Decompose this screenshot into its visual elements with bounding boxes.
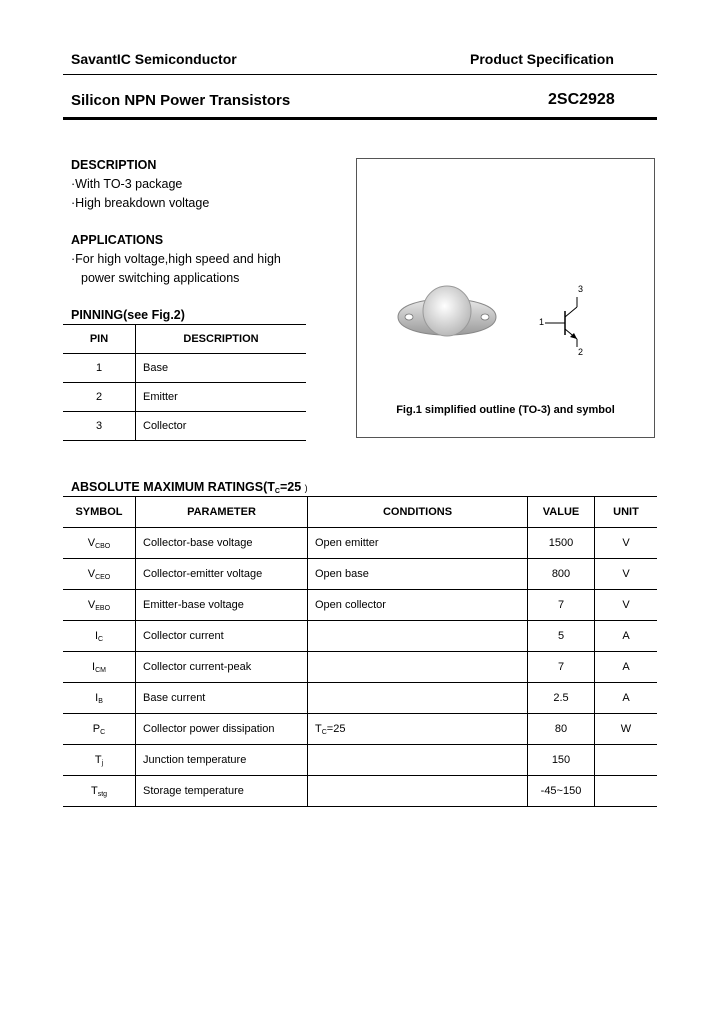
symbol-label-emitter: 2 [578,347,584,357]
pinning-table [63,324,306,441]
symbol-cell [63,683,136,714]
ratings-title-end: ) [304,483,308,493]
header-divider [63,74,657,75]
unit-cell: A [595,683,658,714]
title-divider [63,117,657,120]
parameter-cell: Collector current-peak [136,652,308,683]
symbol-label-base: 1 [539,317,545,327]
unit-cell: V [595,528,658,559]
conditions-cell [308,590,528,621]
parameter-cell: Emitter-base voltage [136,590,308,621]
figure-box [356,158,655,438]
symbol-subscript: EBO [95,604,111,612]
symbol-letter: P [92,722,101,735]
value-cell: 80 [528,714,595,745]
symbol-cell [63,559,136,590]
company-name: SavantIC Semiconductor [71,51,237,67]
symbol-cell [63,745,136,776]
unit-cell [595,776,658,807]
doc-type: Product Specification [470,51,614,67]
parameter-cell: Collector-emitter voltage [136,559,308,590]
parameter-cell: Collector current [136,621,308,652]
table-row [63,683,657,714]
value-header: VALUE [528,497,595,528]
unit-cell: V [595,590,658,621]
value-cell: 2.5 [528,683,595,714]
conditions-cell [308,621,528,652]
symbol-label-collector: 3 [578,284,584,294]
parameter-cell: Junction temperature [136,745,308,776]
applications-title: APPLICATIONS [71,233,164,247]
symbol-letter: V [87,598,96,611]
symbol-letter: I [92,660,96,673]
conditions-cell [308,652,528,683]
conditions-cell [308,776,528,807]
value-cell: 800 [528,559,595,590]
pin-number: 1 [95,362,103,374]
symbol-subscript: j [101,759,104,767]
applications-line: power switching applications [81,271,240,285]
parameter-cell: Storage temperature [136,776,308,807]
table-row [63,412,306,441]
pin-description-header: DESCRIPTION [136,325,307,354]
condition-text: Open base [315,567,369,580]
table-row [63,325,306,354]
pin-description: Emitter [136,383,307,412]
conditions-cell [308,745,528,776]
symbol-cell [63,776,136,807]
pinning-title: PINNING(see Fig.2) [71,308,185,322]
value-cell: 5 [528,621,595,652]
symbol-cell [63,590,136,621]
ratings-title [71,480,308,495]
unit-cell: W [595,714,658,745]
conditions-cell [308,683,528,714]
table-row [63,776,657,807]
symbol-letter: I [95,691,99,704]
symbol-subscript: stg [97,790,108,798]
value-cell: -45~150 [528,776,595,807]
unit-cell: A [595,621,658,652]
condition-text: Open emitter [315,536,379,549]
symbol-subscript: B [98,697,103,705]
value-cell: 7 [528,652,595,683]
ratings-title-prefix: ABSOLUTE MAXIMUM RATINGS(T [71,480,275,494]
symbol-subscript: CM [95,666,106,674]
parameter-header: PARAMETER [136,497,308,528]
applications-line: ·For high voltage,high speed and high [71,252,281,266]
unit-cell [595,745,658,776]
value-cell: 1500 [528,528,595,559]
ratings-title-suffix: =25 [279,480,305,494]
table-row [63,652,657,683]
pin-number: 2 [95,391,103,403]
symbol-header: SYMBOL [75,506,123,518]
value-cell: 7 [528,590,595,621]
symbol-letter: T [94,753,102,766]
table-row [63,590,657,621]
parameter-cell: Collector power dissipation [136,714,308,745]
pin-description: Base [136,354,307,383]
parameter-cell: Collector-base voltage [136,528,308,559]
unit-cell: A [595,652,658,683]
symbol-subscript: C [98,635,104,643]
pin-header: PIN [89,333,109,345]
ratings-title-sub: C [274,488,280,495]
symbol-subscript: C [100,728,106,736]
condition-text: T [315,722,322,735]
description-list [71,175,209,213]
figure-caption: Fig.1 simplified outline (TO-3) and symbol [396,404,615,416]
symbol-subscript: CBO [95,542,111,550]
parameter-cell: Base current [136,683,308,714]
table-row [63,354,306,383]
conditions-cell [308,714,528,745]
symbol-subscript: CEO [95,573,111,581]
table-row [63,745,657,776]
applications-text [71,250,281,288]
symbol-letter: V [87,536,96,549]
unit-header: UNIT [595,497,658,528]
table-row [63,714,657,745]
table-row [63,528,657,559]
pin-description: Collector [136,412,307,441]
product-family: Silicon NPN Power Transistors [71,92,291,109]
symbol-cell [63,714,136,745]
table-row [63,497,657,528]
description-title: DESCRIPTION [71,158,157,172]
description-item: ·With TO-3 package [71,177,183,191]
description-item: ·High breakdown voltage [71,196,210,210]
symbol-cell [63,652,136,683]
to3-package-image [392,279,502,349]
table-row [63,621,657,652]
conditions-cell [308,559,528,590]
symbol-letter: I [94,629,98,642]
conditions-cell [308,528,528,559]
symbol-cell [63,528,136,559]
conditions-header: CONDITIONS [308,497,528,528]
symbol-letter: T [90,784,98,797]
symbol-letter: V [87,567,96,580]
symbol-cell [63,621,136,652]
condition-text: Open collector [315,598,386,611]
condition-subscript: C [321,728,327,736]
table-row [63,383,306,412]
table-row [63,559,657,590]
pin-number: 3 [95,420,103,432]
value-cell: 150 [528,745,595,776]
unit-cell: V [595,559,658,590]
condition-rest: =25 [326,722,346,735]
ratings-table [63,496,657,807]
part-number: 2SC2928 [548,91,615,108]
